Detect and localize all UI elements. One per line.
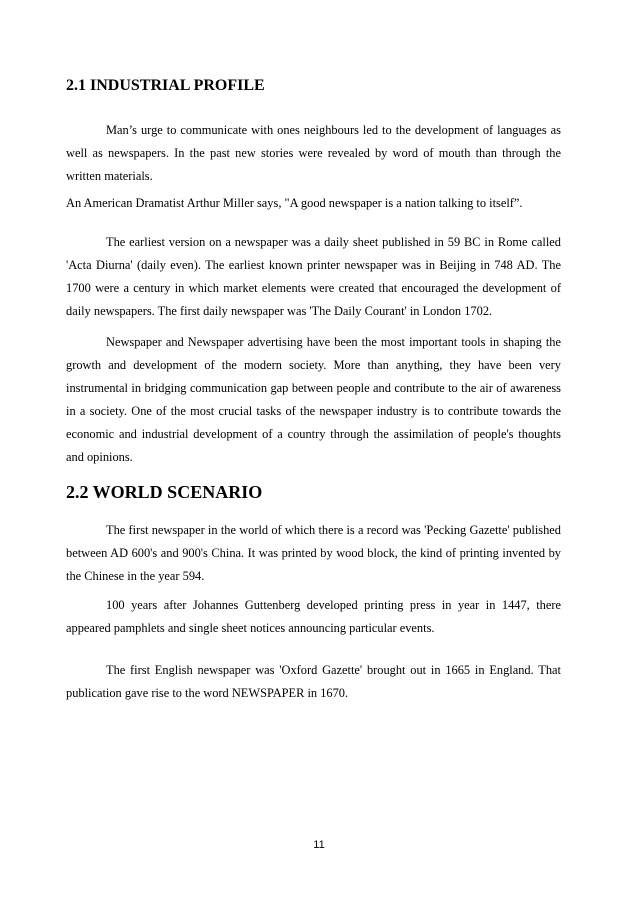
- paragraph-arthur-miller-quote: An American Dramatist Arthur Miller says, "A good newspaper is a nation talking to itself”.: [66, 196, 523, 210]
- paragraph-earliest-newspaper: The earliest version on a newspaper was a daily sheet published in 59 BC in Rome called 'Acta Diurna' (daily even). The earliest known printer newspaper was in Beijing in 748 AD. The 1700 were a century in which market elements were created that encouraged the development of daily newspapers. The first daily newspaper was 'The Daily Courant' in London 1702.: [66, 235, 561, 318]
- paragraph-communication-urge: Man’s urge to communicate with ones neighbours led to the development of languages as well as newspapers. In the past new stories were revealed by word of mouth than through the written materials.: [66, 123, 561, 183]
- section-heading-world-scenario: 2.2 WORLD SCENARIO: [66, 482, 263, 502]
- paragraph-oxford-gazette: The first English newspaper was 'Oxford Gazette' brought out in 1665 in England. That publication gave rise to the word NEWSPAPER in 1670.: [66, 663, 561, 700]
- paragraph-newspaper-advertising: Newspaper and Newspaper advertising have been the most important tools in shaping the growth and development of the modern society. More than anything, they have been very instrumental in bridging communication gap between people and contribute to the air of awareness in a society. One of the most crucial tasks of the newspaper industry is to contribute towards the economic and industrial development of a country through the assimilation of people's thoughts and opinions.: [66, 335, 561, 464]
- section-heading-industrial-profile: 2.1 INDUSTRIAL PROFILE: [66, 77, 265, 94]
- paragraph-guttenberg: 100 years after Johannes Guttenberg developed printing press in year in 1447, there appeared pamphlets and single sheet notices announcing particular events.: [66, 598, 561, 635]
- page-number: 11: [313, 839, 325, 851]
- paragraph-pecking-gazette: The first newspaper in the world of which there is a record was 'Pecking Gazette' published between AD 600's and 900's China. It was printed by wood block, the kind of printing invented by the Chinese in the year 594.: [66, 523, 561, 583]
